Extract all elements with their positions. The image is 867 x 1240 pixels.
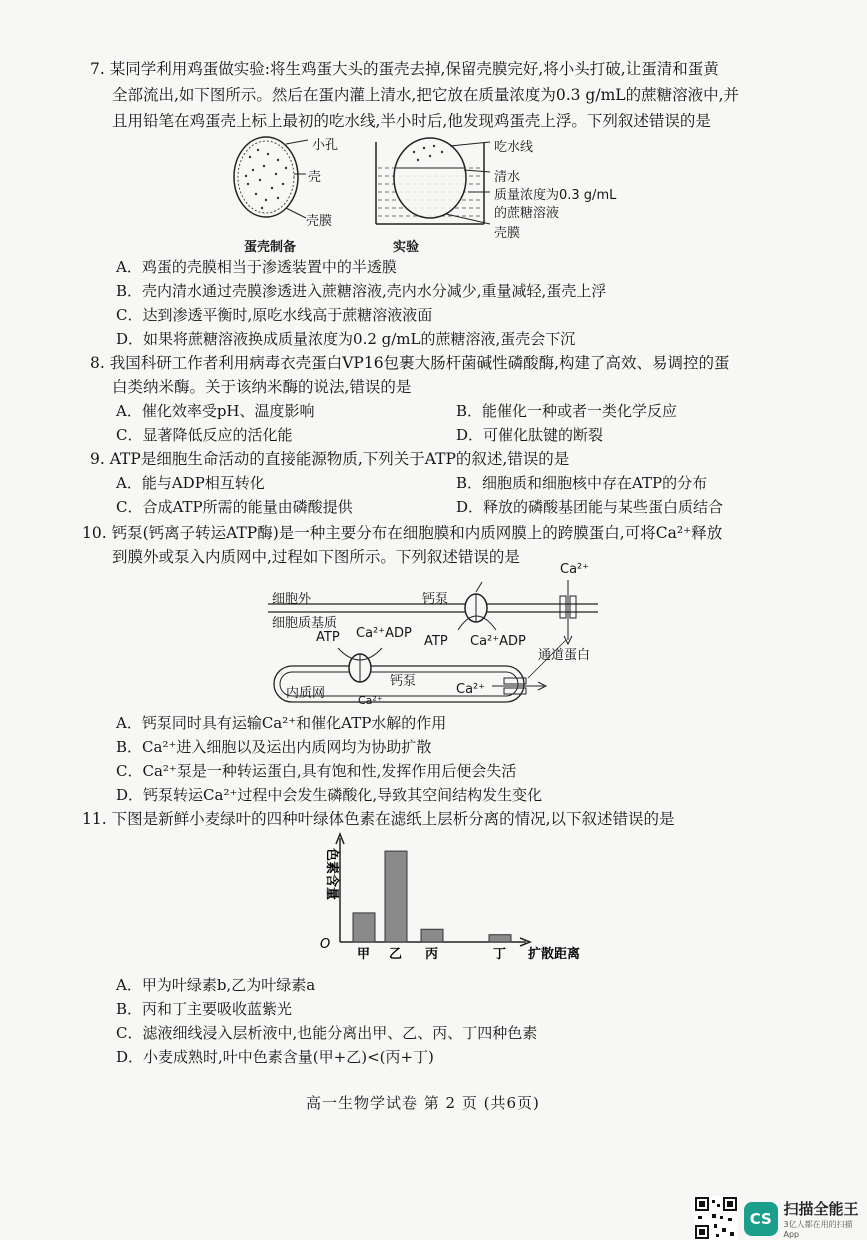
q9-option-b: B．细胞质和细胞核中存在ATP的分布: [456, 472, 707, 494]
label-adp-1: Ca²⁺ADP: [356, 626, 412, 641]
label-water: 清水: [494, 166, 520, 185]
label-atp-1: ATP: [316, 630, 340, 645]
label-matrix: 细胞质基质: [272, 612, 337, 631]
q11-line1: 11. 下图是新鲜小麦绿叶的四种叶绿体色素在滤纸上层析分离的情况,以下叙述错误的是: [82, 808, 675, 830]
q11-option-a: A．甲为叶绿素b,乙为叶绿素a: [116, 974, 315, 996]
q10-option-d: D．钙泵转运Ca²⁺过程中会发生磷酸化,导致其空间结构发生变化: [116, 784, 542, 806]
label-membrane: 壳膜: [306, 210, 332, 229]
tick-label-丙: 丙: [425, 947, 438, 962]
label-ca-top: Ca²⁺: [560, 562, 589, 577]
q7-option-a: A．鸡蛋的壳膜相当于渗透装置中的半透膜: [116, 256, 397, 278]
label-channel: 通道蛋白: [538, 644, 590, 663]
label-ca-left: Ca²⁺: [358, 694, 383, 707]
y-axis-title: 色素含量: [324, 848, 340, 900]
label-sucrose-2: 的蔗糖溶液: [494, 202, 559, 221]
q8-option-a: A．催化效率受pH、温度影响: [116, 400, 315, 422]
tick-label-甲: 甲: [357, 947, 370, 962]
bar-乙: [385, 851, 407, 942]
q7-option-c: C．达到渗透平衡时,原吃水线高于蔗糖溶液液面: [116, 304, 432, 326]
bar-甲: [353, 913, 375, 942]
label-pump-1: 钙泵: [422, 588, 448, 607]
label-membrane-2: 壳膜: [494, 222, 520, 241]
q9-line1: 9. ATP是细胞生命活动的直接能源物质,下列关于ATP的叙述,错误的是: [90, 448, 569, 470]
q10-option-a: A．钙泵同时具有运输Ca²⁺和催化ATP水解的作用: [116, 712, 446, 734]
egg-dots: [245, 149, 287, 209]
tick-labels-group: [357, 947, 506, 962]
q8-option-c: C．显著降低反应的活化能: [116, 424, 292, 446]
tick-label-乙: 乙: [389, 947, 402, 962]
label-shell: 壳: [308, 166, 321, 185]
label-ca-er: Ca²⁺: [456, 682, 485, 697]
label-hole: 小孔: [312, 134, 338, 153]
q7-option-d: D．如果将蔗糖溶液换成质量浓度为0.2 g/mL的蔗糖溶液,蛋壳会下沉: [116, 328, 575, 350]
label-ca-adp-2: Ca²⁺ADP: [470, 634, 526, 649]
q9-option-d: D．释放的磷酸基团能与某些蛋白质结合: [456, 496, 723, 518]
q8-line1: 8. 我国科研工作者利用病毒衣壳蛋白VP16包裹大肠杆菌碱性磷酸酶,构建了高效、易调控的蛋: [90, 352, 730, 374]
watermark-title: 扫描全能王: [784, 1198, 867, 1219]
scanner-watermark: [744, 1198, 867, 1239]
bar-丙: [421, 929, 443, 942]
q10-option-b: B．Ca²⁺进入细胞以及运出内质网均为协助扩散: [116, 736, 431, 758]
label-waterline: 吃水线: [494, 136, 533, 155]
bar-丁: [489, 935, 511, 942]
label-sucrose-1: 质量浓度为0.3 g/mL: [494, 184, 616, 203]
q8-option-d: D．可催化肽键的断裂: [456, 424, 603, 446]
label-atp-2: ATP: [424, 634, 448, 649]
q11-option-d: D．小麦成熟时,叶中色素含量(甲+乙)<(丙+丁): [116, 1046, 434, 1068]
label-er: 内质网: [286, 682, 325, 701]
q11-option-b: B．丙和丁主要吸收蓝紫光: [116, 998, 292, 1020]
watermark-subtitle: 3亿人都在用的扫描App: [784, 1219, 867, 1239]
q7-line1: 7. 某同学利用鸡蛋做实验:将生鸡蛋大头的蛋壳去掉,保留壳膜完好,将小头打破,让蛋清和蛋黄: [90, 58, 719, 80]
camscanner-logo-icon: CS: [744, 1202, 778, 1236]
q9-option-c: C．合成ATP所需的能量由磷酸提供: [116, 496, 353, 518]
q9-option-a: A．能与ADP相互转化: [116, 472, 265, 494]
q7-line2: 全部流出,如下图所示。然后在蛋内灌上清水,把它放在质量浓度为0.3 g/mL的蔗糖溶液中,并: [112, 84, 739, 106]
label-pump-2: 钙泵: [390, 670, 416, 689]
q7-line3: 且用铅笔在鸡蛋壳上标上最初的吃水线,半小时后,他发现鸡蛋壳上浮。下列叙述错误的是: [112, 110, 711, 132]
caption-experiment: 实验: [393, 236, 419, 255]
qr-code-icon: [694, 1196, 738, 1240]
bars-group: [353, 851, 511, 942]
q8-line2: 白类纳米酶。关于该纳米酶的说法,错误的是: [112, 376, 411, 398]
pigment-bar-chart: [300, 832, 600, 968]
origin-label: O: [320, 937, 330, 952]
x-axis-title: 扩散距离: [528, 946, 580, 962]
q10-line2: 到膜外或泵入内质网中,过程如下图所示。下列叙述错误的是: [112, 546, 520, 568]
q11-option-c: C．滤液细线浸入层析液中,也能分离出甲、乙、丙、丁四种色素: [116, 1022, 537, 1044]
caption-egg-prep: 蛋壳制备: [244, 236, 296, 255]
q8-option-b: B．能催化一种或者一类化学反应: [456, 400, 677, 422]
q10-option-c: C．Ca²⁺泵是一种转运蛋白,具有饱和性,发挥作用后便会失活: [116, 760, 516, 782]
q7-option-b: B．壳内清水通过壳膜渗透进入蔗糖溶液,壳内水分减少,重量减轻,蛋壳上浮: [116, 280, 606, 302]
page-footer: 高一生物学试卷 第 2 页 (共6页): [306, 1092, 540, 1113]
tick-label-丁: 丁: [493, 947, 506, 962]
egg-shell-shape: [234, 137, 298, 217]
label-outside: 细胞外: [272, 588, 311, 607]
q10-line1: 10. 钙泵(钙离子转运ATP酶)是一种主要分布在细胞膜和内质网膜上的跨膜蛋白,可将Ca²⁺释放: [82, 522, 722, 544]
